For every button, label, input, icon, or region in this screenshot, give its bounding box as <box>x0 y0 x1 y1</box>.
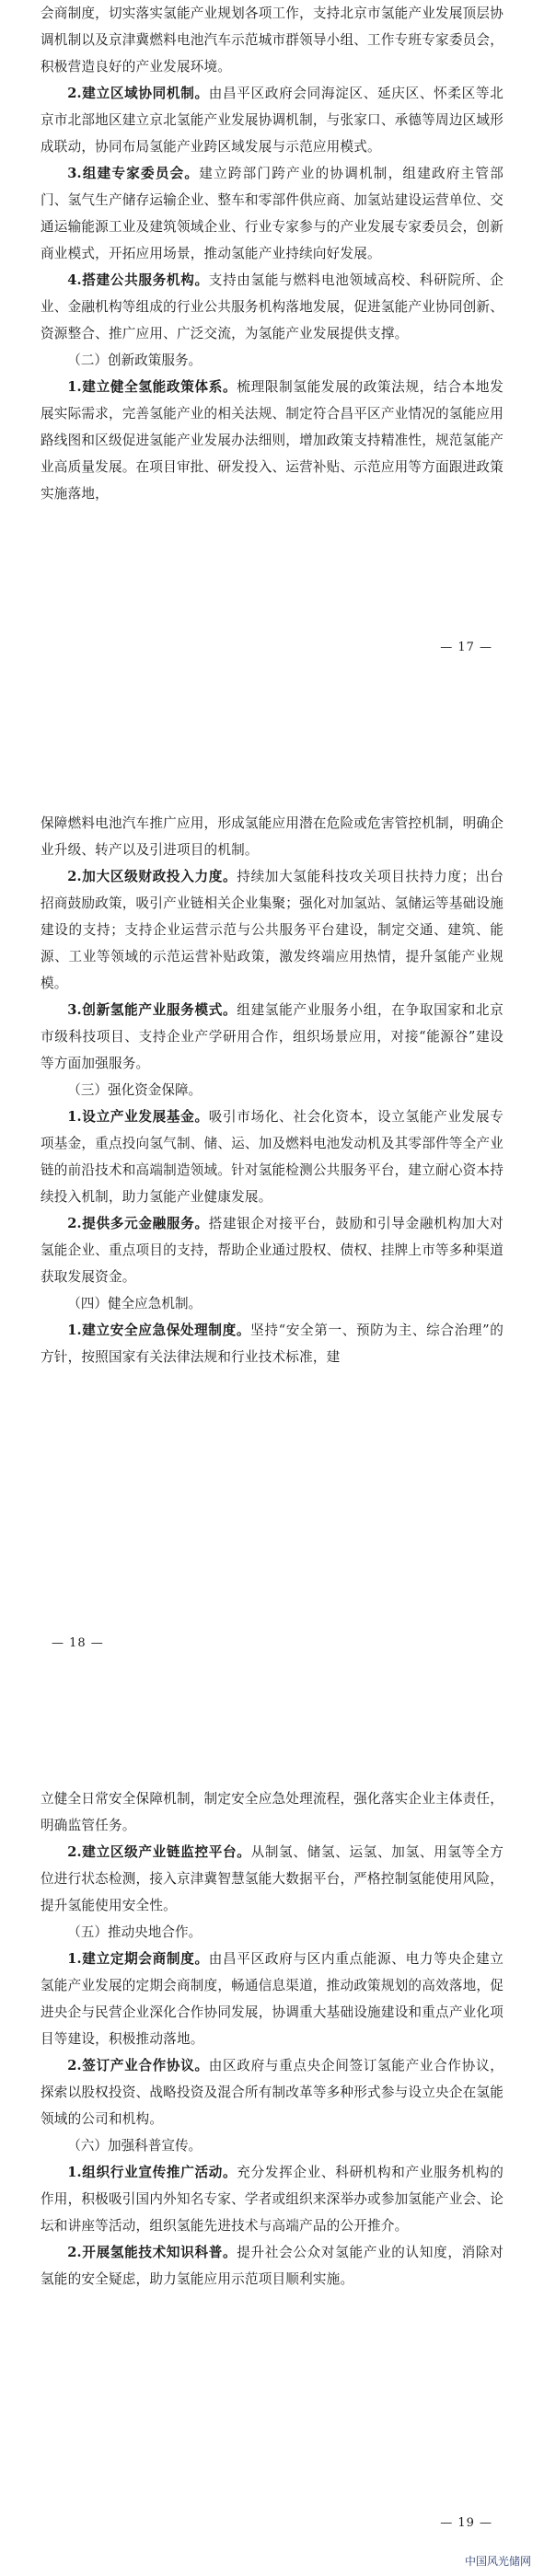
item-body: 持续加大氢能科技攻关项目扶持力度；出台招商鼓励政策，吸引产业链相关企业集聚；强化对加氢站、氢储运等基础设施建设的支持；支持企业运营示范与公共服务平台建设，制定交通、建筑、能源、工业等领域的示范运营补贴政策，激发终端应用热情，提升氢能产业规模。 <box>41 869 503 991</box>
watermark-text: 中国风光储网 <box>464 2555 531 2568</box>
item-heading: 1.建立安全应急保处理制度。 <box>67 1323 251 1338</box>
item-body: 由昌平区政府会同海淀区、延庆区、怀柔区等北京市北部地区建立京北氢能产业发展协调机制，与张家口、承德等周边区域形成联动，协同布局氢能产业跨区域发展与示范应用模式。 <box>41 86 504 155</box>
paragraph <box>41 374 503 507</box>
page-18 <box>0 810 544 1675</box>
paragraph <box>41 267 503 347</box>
section-heading: （二）创新政策服务。 <box>67 352 203 368</box>
item-heading: 2.开展氢能技术知识科普。 <box>67 2245 237 2260</box>
item-heading: 1.建立定期会商制度。 <box>67 1951 209 1967</box>
item-body: 由区政府与重点央企间签订氢能产业合作协议，探索以股权投资、战略投资及混合所有制改革等多种形式参与设立央企在氢能领域的公司和机构。 <box>41 2058 504 2127</box>
paragraph <box>41 80 503 160</box>
paragraph: 立健全日常安全保障机制，制定安全应急处理流程，强化落实企业主体责任，明确监管任务。 <box>41 1791 503 1833</box>
paragraph <box>41 1210 503 1290</box>
item-body: 坚持“安全第一、预防为主、综合治理”的方针，按照国家有关法律法规和行业技术标准，建 <box>41 1323 503 1365</box>
paragraph <box>41 2159 503 2239</box>
page-number: — 18 — <box>52 1636 104 1650</box>
item-body: 吸引市场化、社会化资本，设立氢能产业发展专项基金，重点投向氢气制、储、运、加及燃料电池发动机及其零部件等全产业链的前沿技术和高端制造领域。针对氢能检测公共服务平台，建立耐心资本持续投入机制，助力氢能产业健康发展。 <box>41 1109 504 1205</box>
paragraph: 保障燃料电池汽车推广应用，形成氢能应用潜在危险或危害管控机制，明确企业升级、转产以及引进项目的机制。 <box>41 815 503 858</box>
item-heading: 1.建立健全氢能政策体系。 <box>67 379 237 395</box>
item-heading: 3.创新氢能产业服务模式。 <box>67 1002 237 1018</box>
item-body: 支持由氢能与燃料电池领域高校、科研院所、企业、金融机构等组成的行业公共服务机构落地发展，促进氢能产业协同创新、资源整合、推广应用、广泛交流，为氢能产业发展提供支撑。 <box>41 272 504 341</box>
page-19 <box>0 1785 544 2576</box>
item-heading: 4.搭建公共服务机构。 <box>67 272 209 288</box>
section-heading: （三）强化资金保障。 <box>67 1082 203 1098</box>
page-number: — 19 — <box>440 2516 492 2530</box>
paragraph <box>41 863 503 997</box>
item-body: 梳理限制氢能发展的政策法规，结合本地发展实际需求，完善氢能产业的相关法规、制定符合昌平区产业情况的氢能应用路线图和区级促进氢能产业发展办法细则，增加政策支持精准性，规范氢能产业高质量发展。在项目审批、研发投入、运营补贴、示范应用等方面跟进政策实施落地， <box>41 379 503 502</box>
paragraph <box>41 1839 503 1919</box>
item-body: 组建氢能产业服务小组，在争取国家和北京市级科技项目、支持企业产学研用合作，组织场景应用，对接“能源谷”建设等方面加强服务。 <box>41 1002 503 1071</box>
item-body: 充分发挥企业、科研机构和产业服务机构的作用，积极吸引国内外知名专家、学者或组织来深举办或参加氢能产业会、论坛和讲座等活动，组织氢能先进技术与高端产品的公开推介。 <box>41 2165 503 2234</box>
item-heading: 2.签订产业合作协议。 <box>67 2058 209 2074</box>
item-body: 提升社会公众对氢能产业的认知度，消除对氢能的安全疑虑，助力氢能应用示范项目顺利实施。 <box>41 2245 503 2287</box>
paragraph <box>41 1103 503 1210</box>
page-number: — 17 — <box>440 641 492 654</box>
section-heading: （六）加强科普宣传。 <box>67 2138 203 2154</box>
item-heading: 1.设立产业发展基金。 <box>67 1109 209 1125</box>
paragraph <box>41 2239 503 2293</box>
item-heading: 2.加大区级财政投入力度。 <box>67 869 237 884</box>
page-17 <box>0 0 544 681</box>
paragraph <box>41 2052 503 2132</box>
paragraph <box>41 997 503 1077</box>
item-heading: 2.建立区域协同机制。 <box>67 86 209 101</box>
item-heading: 2.建立区级产业链监控平台。 <box>67 1844 251 1860</box>
item-heading: 2.提供多元金融服务。 <box>67 1216 209 1231</box>
item-body: 建立跨部门跨产业的协调机制，组建政府主管部门、氢气生产储存运输企业、整车和零部件供应商、加氢站建设运营单位、交通运输能源工业及建筑领域企业、行业专家参与的产业发展专家委员会，创新商业模式，开拓应用场景，推动氢能产业持续向好发展。 <box>41 166 503 261</box>
item-heading: 1.组织行业宣传推广活动。 <box>67 2165 237 2180</box>
paragraph <box>41 1317 503 1370</box>
paragraph: 会商制度，切实落实氢能产业规划各项工作，支持北京市氢能产业发展顶层协调机制以及京津冀燃料电池汽车示范城市群领导小组、工作专班专家委员会，积极营造良好的产业发展环境。 <box>41 6 503 75</box>
section-heading: （五）推动央地合作。 <box>67 1924 203 1940</box>
item-body: 从制氢、储氢、运氢、加氢、用氢等全方位进行状态检测，接入京津冀智慧氢能大数据平台，严格控制氢能使用风险，提升氢能使用安全性。 <box>41 1844 503 1913</box>
paragraph <box>41 1946 503 2052</box>
paragraph <box>41 160 503 267</box>
item-body: 搭建银企对接平台，鼓励和引导金融机构加大对氢能企业、重点项目的支持，帮助企业通过股权、债权、挂牌上市等多种渠道获取发展资金。 <box>41 1216 504 1285</box>
section-heading: （四）健全应急机制。 <box>67 1296 203 1311</box>
item-heading: 3.组建专家委员会。 <box>67 166 200 181</box>
item-body: 由昌平区政府与区内重点能源、电力等央企建立氢能产业发展的定期会商制度，畅通信息渠道，推动政策规划的高效落地，促进央企与民营企业深化合作协同发展，协调重大基础设施建设和重点产业化项目等建设，积极推动落地。 <box>41 1951 504 2047</box>
